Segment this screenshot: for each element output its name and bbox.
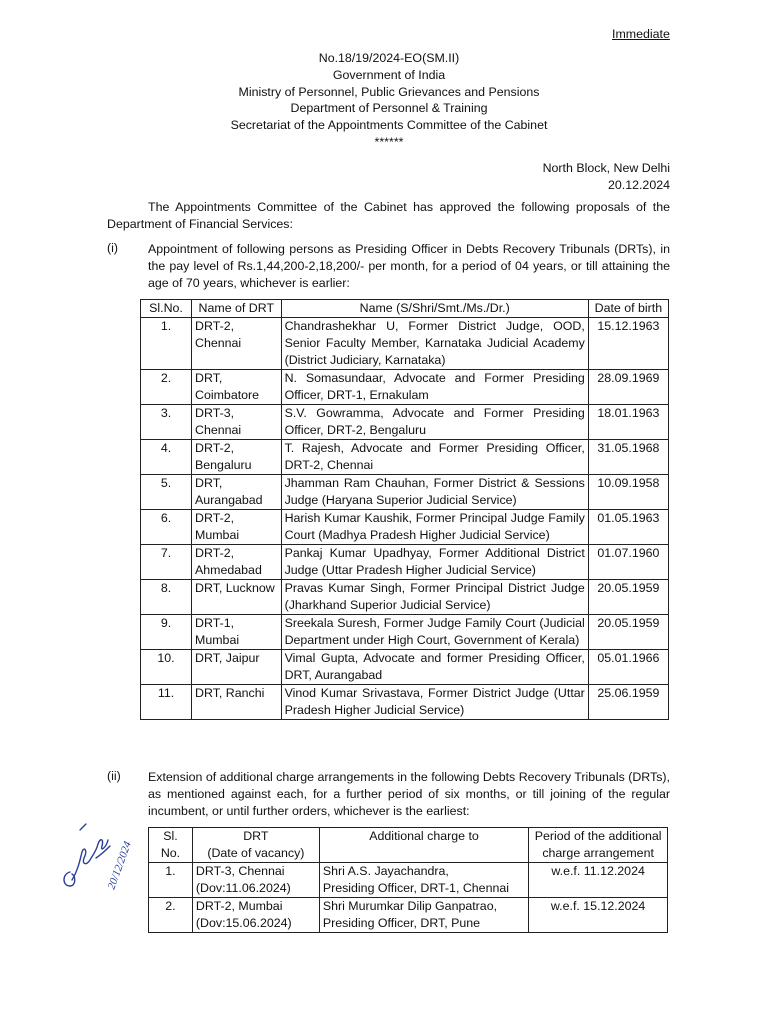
row-name: T. Rajesh, Advocate and Former Presiding Officer, DRT-2, Chennai [281, 440, 588, 475]
row-slno: 2. [141, 370, 192, 405]
secretariat-line: Secretariat of the Appointments Committee of the Cabinet [230, 118, 548, 133]
row-name: Harish Kumar Kaushik, Former Principal Judge Family Court (Madhya Pradesh Higher Judicial Service) [281, 510, 588, 545]
place-date-block [543, 160, 670, 194]
row-name: N. Somasundaar, Advocate and Former Presiding Officer, DRT-1, Ernakulam [281, 370, 588, 405]
table-row [141, 650, 669, 685]
row-slno: 2. [149, 898, 193, 933]
table-row [141, 475, 669, 510]
signature-date: 20/12/2024 [105, 839, 134, 892]
row-vacancy-date: (Dov:15.06.2024) [195, 916, 292, 930]
t2-col-drt [192, 828, 319, 863]
row-name: Chandrashekhar U, Former District Judge, OOD, Senior Faculty Member, Karnataka Judicial Academy (District Judiciary, Karnataka) [281, 318, 588, 370]
row-drt: DRT, Jaipur [192, 650, 282, 685]
row-slno: 9. [141, 615, 192, 650]
t2-col-drt-line2: (Date of vacancy) [207, 846, 305, 860]
row-vacancy-date: (Dov:11.06.2024) [195, 881, 291, 895]
table-row [141, 545, 669, 580]
table-row [141, 580, 669, 615]
row-charge-officer: Shri A.S. Jayachandra, [322, 864, 449, 878]
row-slno: 11. [141, 685, 192, 720]
row-dob: 25.06.1959 [588, 685, 668, 720]
row-drt: DRT-1, Mumbai [192, 615, 282, 650]
place: North Block, New Delhi [542, 161, 670, 175]
department-line: Department of Personnel & Training [290, 101, 488, 116]
row-dob: 28.09.1969 [588, 370, 668, 405]
row-drt: DRT, Coimbatore [192, 370, 282, 405]
table2-header-row [149, 828, 668, 863]
t2-col-slno: Sl. No. [149, 828, 193, 863]
row-dob: 05.01.1966 [588, 650, 668, 685]
row-dob: 20.05.1959 [588, 580, 668, 615]
row-slno: 10. [141, 650, 192, 685]
para-i-text: Appointment of following persons as Presiding Officer in Debts Recovery Tribunals (DRTs), in the pay level of Rs.1,44,200-2,18,200/- per month, for a period of 04 years, or till attaining the age of 70 years, whichever is earlier: [148, 242, 670, 290]
row-dob: 31.05.1968 [588, 440, 668, 475]
row-dob: 01.05.1963 [588, 510, 668, 545]
table-row [141, 370, 669, 405]
row-name: Pravas Kumar Singh, Former Principal District Judge (Jharkhand Superior Judicial Service) [281, 580, 588, 615]
para-ii-number: (ii) [107, 769, 121, 783]
para-ii-text: Extension of additional charge arrangements in the following Debts Recovery Tribunals (DRTs), as mentioned against each, for a further period of six months, or till joining of the regular incumbent, or until further orders, whichever is the earliest: [148, 770, 670, 818]
issue-date: 20.12.2024 [607, 177, 670, 192]
row-dob: 15.12.1963 [588, 318, 668, 370]
row-name: Jhamman Ram Chauhan, Former District & Sessions Judge (Haryana Superior Judicial Service) [281, 475, 588, 510]
table-header-row [141, 300, 669, 318]
row-slno: 8. [141, 580, 192, 615]
row-name: S.V. Gowramma, Advocate and Former Presiding Officer, DRT-2, Bengaluru [281, 405, 588, 440]
row-name: Vinod Kumar Srivastava, Former District Judge (Uttar Pradesh Higher Judicial Service) [281, 685, 588, 720]
row-drt: DRT, Aurangabad [192, 475, 282, 510]
row-charge-post: Presiding Officer, DRT-1, Chennai [322, 881, 509, 895]
row-dob: 10.09.1958 [588, 475, 668, 510]
row-drt: DRT-2, Bengaluru [192, 440, 282, 475]
priority-label: Immediate [612, 27, 670, 41]
row-drt: DRT, Lucknow [192, 580, 282, 615]
table-row [141, 405, 669, 440]
table-row [141, 685, 669, 720]
govt-line: Government of India [332, 67, 446, 82]
row-slno: 5. [141, 475, 192, 510]
intro-text: The Appointments Committee of the Cabinet has approved the following proposals of the Department of Financial Services: [107, 200, 670, 231]
row-dob: 20.05.1959 [588, 615, 668, 650]
row-charge-post: Presiding Officer, DRT, Pune [322, 916, 481, 930]
reference-number: No.18/19/2024-EO(SM.II) [318, 51, 460, 65]
row-slno: 3. [141, 405, 192, 440]
row-name: Sreekala Suresh, Former Judge Family Court (Judicial Department under High Court, Government of Kerala) [281, 615, 588, 650]
ministry-line: Ministry of Personnel, Public Grievances and Pensions [238, 84, 540, 99]
row-drt: DRT-2, Mumbai [192, 510, 282, 545]
row-drt [192, 863, 319, 898]
row-drt-name: DRT-3, Chennai [195, 864, 285, 878]
row-period: w.e.f. 15.12.2024 [529, 898, 668, 933]
table-row [141, 615, 669, 650]
col-name: Name (S/Shri/Smt./Ms./Dr.) [281, 300, 588, 318]
table-row [141, 318, 669, 370]
col-slno: Sl.No. [141, 300, 192, 318]
table-row [149, 898, 668, 933]
row-drt: DRT, Ranchi [192, 685, 282, 720]
row-name: Pankaj Kumar Upadhyay, Former Additional District Judge (Uttar Pradesh Higher Judicial Service) [281, 545, 588, 580]
t2-col-period: Period of the additional charge arrangement [529, 828, 668, 863]
letter-header [0, 50, 768, 151]
row-drt: DRT-3, Chennai [192, 405, 282, 440]
additional-charge-table [148, 827, 668, 933]
row-drt [192, 898, 319, 933]
row-charge [319, 898, 528, 933]
para-i-number: (i) [107, 241, 119, 255]
col-dob: Date of birth [588, 300, 668, 318]
row-dob: 01.07.1960 [588, 545, 668, 580]
col-drt: Name of DRT [192, 300, 282, 318]
row-drt-name: DRT-2, Mumbai [195, 899, 283, 913]
row-period: w.e.f. 11.12.2024 [529, 863, 668, 898]
row-drt: DRT-2, Ahmedabad [192, 545, 282, 580]
table-row [141, 510, 669, 545]
row-slno: 1. [149, 863, 193, 898]
t2-col-charge: Additional charge to [319, 828, 528, 863]
row-slno: 7. [141, 545, 192, 580]
row-name: Vimal Gupta, Advocate and former Presiding Officer, DRT, Aurangabad [281, 650, 588, 685]
row-slno: 6. [141, 510, 192, 545]
intro-paragraph [107, 199, 670, 233]
row-drt: DRT-2, Chennai [192, 318, 282, 370]
header-separator: ****** [374, 134, 404, 149]
row-charge [319, 863, 528, 898]
t2-col-drt-line1: DRT [243, 829, 269, 843]
row-charge-officer: Shri Murumkar Dilip Ganpatrao, [322, 899, 498, 913]
row-slno: 1. [141, 318, 192, 370]
table-row [141, 440, 669, 475]
row-slno: 4. [141, 440, 192, 475]
handwritten-signature [56, 800, 140, 900]
table-row [149, 863, 668, 898]
row-dob: 18.01.1963 [588, 405, 668, 440]
appointments-table [140, 299, 669, 720]
